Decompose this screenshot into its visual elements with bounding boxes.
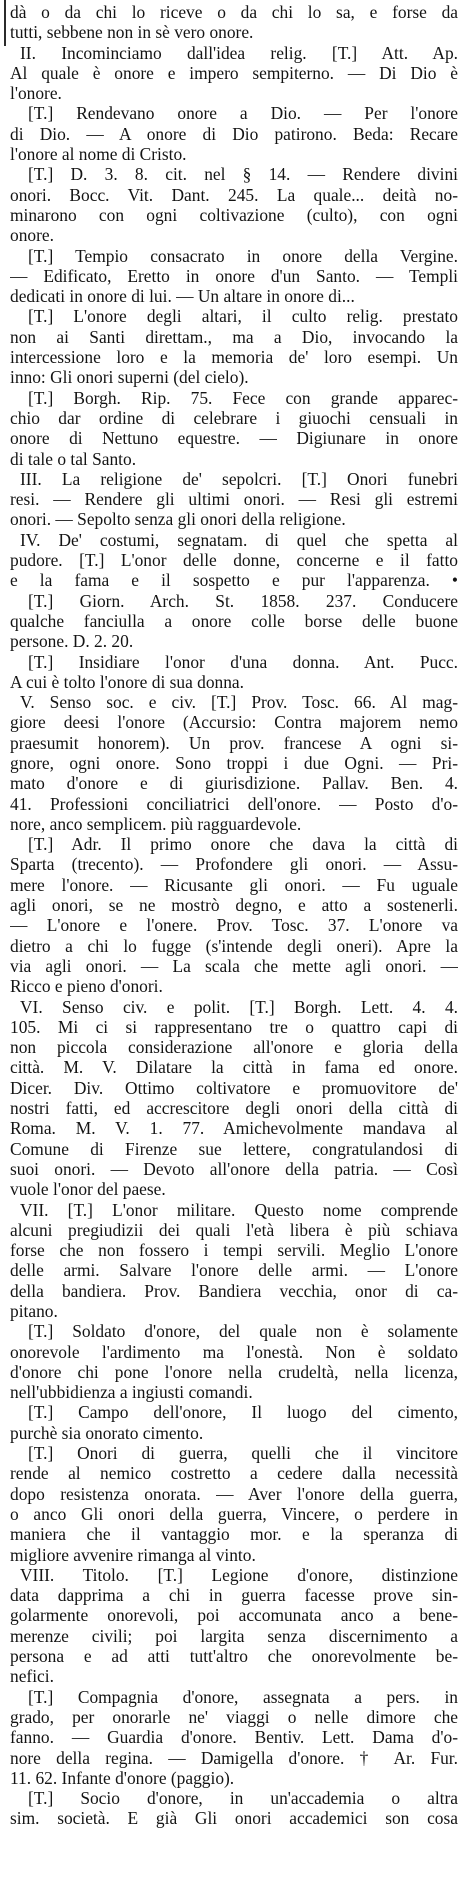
- text-line: sim. società. E già Gli onori accademici son cosa: [10, 1808, 458, 1829]
- text-line: onorevole l'ardimento ma l'onestà. Non è soldato: [10, 1341, 458, 1362]
- text-line: III. La religione de' sepolcri. [T.] Onori funebri: [20, 468, 458, 489]
- text-line: dopo resistenza onorata. — Aver l'onore della guerra,: [10, 1483, 458, 1504]
- text-line: golarmente onorevoli, poi accomunata anco a bene-: [10, 1605, 458, 1626]
- text-line: di Dio. — A onore di Dio patirono. Beda: Recare: [10, 123, 458, 144]
- text-line: di tale o tal Santo.: [10, 448, 137, 469]
- text-line: nefici.: [10, 1666, 54, 1687]
- text-line: della bandiera. Prov. Bandiera vecchia, onor di ca-: [10, 1280, 458, 1301]
- text-line: minarono con ogni coltivazione (culto), con ogni: [10, 204, 458, 225]
- text-line: Ricco e pieno d'onori.: [10, 976, 163, 997]
- text-line: 11. 62. Infante d'onore (paggio).: [10, 1767, 235, 1788]
- text-line: [T.] Onori di guerra, quelli che il vincitore: [28, 1443, 458, 1464]
- text-line: Al quale è onore e impero sempiterno. — Di Dio è: [10, 62, 458, 83]
- text-line: l'onore al nome di Cristo.: [10, 144, 187, 165]
- text-line: delle armi. Salvare l'onore delle armi. — L'onore: [10, 1260, 458, 1281]
- text-line: Dicer. Div. Ottimo coltivatore e promuovitore de': [10, 1077, 458, 1098]
- text-line: città. M. V. Dilatare la città in fama ed onore.: [10, 1057, 458, 1078]
- text-line: dedicati in onore di lui. — Un altare in onore di...: [10, 286, 355, 307]
- text-line: — L'onore e l'onere. Prov. Tosc. 37. L'onore va: [10, 915, 458, 936]
- text-line: VIII. Titolo. [T.] Legione d'onore, distinzione: [20, 1564, 458, 1585]
- text-line: agli onori, se ne mostrò degno, e atto a sostenerli.: [10, 895, 458, 916]
- text-line: [T.] Tempio consacrato in onore della Vergine.: [28, 245, 458, 266]
- text-line: pitano.: [10, 1301, 58, 1321]
- text-line: dietro a chi lo fugge (s'intende degli oneri). Apre la: [10, 935, 458, 956]
- text-line: resi. — Rendere gli ultimi onori. — Resi gli estremi: [10, 489, 458, 510]
- text-line: onori. Bocc. Vit. Dant. 245. La quale... deità no-: [10, 184, 458, 205]
- text-line: [T.] Compagnia d'onore, assegnata a pers. in: [28, 1686, 458, 1707]
- text-line: via agli onori. — La scala che mette agli onori. —: [10, 955, 458, 976]
- text-line: gnore, ogni onore. Sono troppi i due Ogni. — Pri-: [10, 752, 458, 773]
- text-line: dà o da chi lo riceve o da chi lo sa, e forse da: [10, 2, 458, 22]
- text-line: [T.] L'onore degli altari, il culto relig. prestato: [28, 306, 458, 327]
- text-line: intercessione loro e la memoria de' loro esempi. Un: [10, 347, 458, 368]
- text-line: non ai Santi direttam., ma a Dio, invocando la: [10, 326, 458, 347]
- text-line: fanno. — Guardia d'onore. Bentiv. Lett. Dama d'o-: [10, 1727, 458, 1748]
- text-line: [T.] Soldato d'onore, del quale non è solamente: [28, 1321, 458, 1342]
- text-line: onori. — Sepolto senza gli onori della religione.: [10, 509, 346, 530]
- text-line: [T.] Insidiare l'onor d'una donna. Ant. Pucc.: [28, 651, 458, 672]
- text-line: V. Senso soc. e civ. [T.] Prov. Tosc. 66. Al mag-: [20, 692, 458, 713]
- text-line: [T.] Borgh. Rip. 75. Fece con grande apparec-: [28, 387, 458, 408]
- text-line: VII. [T.] L'onor militare. Questo nome comprende: [20, 1199, 458, 1220]
- text-line: persone. D. 2. 20.: [10, 631, 134, 652]
- text-line: nore, anco semplicem. più ragguardevole.: [10, 813, 302, 834]
- text-line: IV. De' costumi, segnatam. di quel che spetta al: [20, 529, 458, 550]
- text-line: [T.] D. 3. 8. cit. nel § 14. — Rendere divini: [28, 164, 458, 185]
- text-line: Roma. M. V. 1. 77. Amichevolmente mandava al: [10, 1118, 458, 1139]
- text-line: vuole l'onor del paese.: [10, 1179, 166, 1200]
- text-line: II. Incominciamo dall'idea relig. [T.] Att. Ap.: [20, 42, 458, 63]
- text-line: [T.] Campo dell'onore, Il luogo del cimento,: [28, 1402, 458, 1423]
- text-line: e la fama e il sospetto e pur l'apparenza. •: [10, 570, 458, 591]
- text-line: tutti, sebbene non in sè vero onore.: [10, 22, 254, 43]
- text-line: [T.] Giorn. Arch. St. 1858. 237. Conducere: [28, 590, 458, 611]
- text-line: nore della regina. — Damigella d'onore. † Ar. Fur.: [10, 1747, 458, 1768]
- text-line: [T.] Rendevano onore a Dio. — Per l'onore: [28, 103, 458, 124]
- text-line: l'onore.: [10, 83, 62, 104]
- text-line: alcuni pregiudizii dei quali l'età libera è più schiava: [10, 1219, 458, 1240]
- margin-rule: [4, 0, 6, 46]
- text-line: pudore. [T.] L'onor delle donne, concerne e il fatto: [10, 550, 458, 571]
- text-line: mere l'onore. — Ricusante gli onori. — Fu uguale: [10, 874, 458, 895]
- text-line: persona e ad atti tutt'altro che onorevolmente be-: [10, 1646, 458, 1667]
- text-line: mato d'onore e di giurisdizione. Pallav. Ben. 4.: [10, 773, 458, 794]
- text-line: 41. Professioni conciliatrici dell'onore. — Posto d'o-: [10, 793, 458, 814]
- text-line: qualche fanciulla a onore colle borse delle buone: [10, 610, 458, 631]
- text-line: onore.: [10, 225, 54, 246]
- text-line: [T.] Adr. Il primo onore che dava la città di: [28, 834, 458, 855]
- text-line: suoi onori. — Devoto all'onore della patria. — Così: [10, 1158, 458, 1179]
- text-line: nostri fatti, ed accrescitore degli onori della città di: [10, 1098, 458, 1119]
- text-line: merenze civili; poi largita senza discernimento a: [10, 1625, 458, 1646]
- text-line: praesumit honorem). Un prov. francese A ogni si-: [10, 732, 458, 753]
- entry-text: [10, 2, 458, 1829]
- text-line: o anco Gli onori della guerra, Vincere, o perdere in: [10, 1503, 458, 1524]
- text-line: d'onore chi pone l'onore nella crudeltà, nella licenza,: [10, 1361, 458, 1382]
- text-line: chio dar ordine di celebrare i giuochi censuali in: [10, 407, 458, 428]
- text-line: VI. Senso civ. e polit. [T.] Borgh. Lett. 4. 4.: [20, 996, 458, 1017]
- text-line: [T.] Socio d'onore, in un'accademia o altra: [28, 1788, 458, 1809]
- text-line: A cui è tolto l'onore di sua donna.: [10, 671, 245, 692]
- text-line: Sparta (trecento). — Profondere gli onori. — Assu-: [10, 854, 458, 875]
- text-line: giore deesi l'onore (Accursio: Contra majorem nemo: [10, 712, 458, 733]
- text-line: — Edificato, Eretto in onore d'un Santo. — Templi: [10, 265, 458, 286]
- text-line: onore di Nettuno equestre. — Digiunare in onore: [10, 428, 458, 449]
- text-line: data dapprima a chi in guerra facesse prove sin-: [10, 1585, 458, 1606]
- text-line: grado, per onorarle ne' viaggi o nelle dimore che: [10, 1706, 458, 1727]
- text-line: inno: Gli onori superni (del cielo).: [10, 367, 249, 388]
- text-line: maniera che il vantaggio mor. e la speranza di: [10, 1524, 458, 1545]
- text-line: non piccola considerazione all'onore e gloria della: [10, 1037, 458, 1058]
- text-line: purchè sia onorato cimento.: [10, 1422, 204, 1443]
- text-line: Comune di Firenze sue lettere, congratulandosi di: [10, 1138, 458, 1159]
- text-line: 105. Mi ci si rappresentano tre o quattro capi di: [10, 1016, 458, 1037]
- text-line: forse che non fossero i tempi servili. Meglio L'onore: [10, 1240, 458, 1261]
- text-line: migliore avvenire rimanga al vinto.: [10, 1544, 256, 1565]
- text-line: rende al nemico costretto a cedere dalla necessità: [10, 1463, 458, 1484]
- text-line: nell'ubbidienza a ingiusti comandi.: [10, 1382, 253, 1403]
